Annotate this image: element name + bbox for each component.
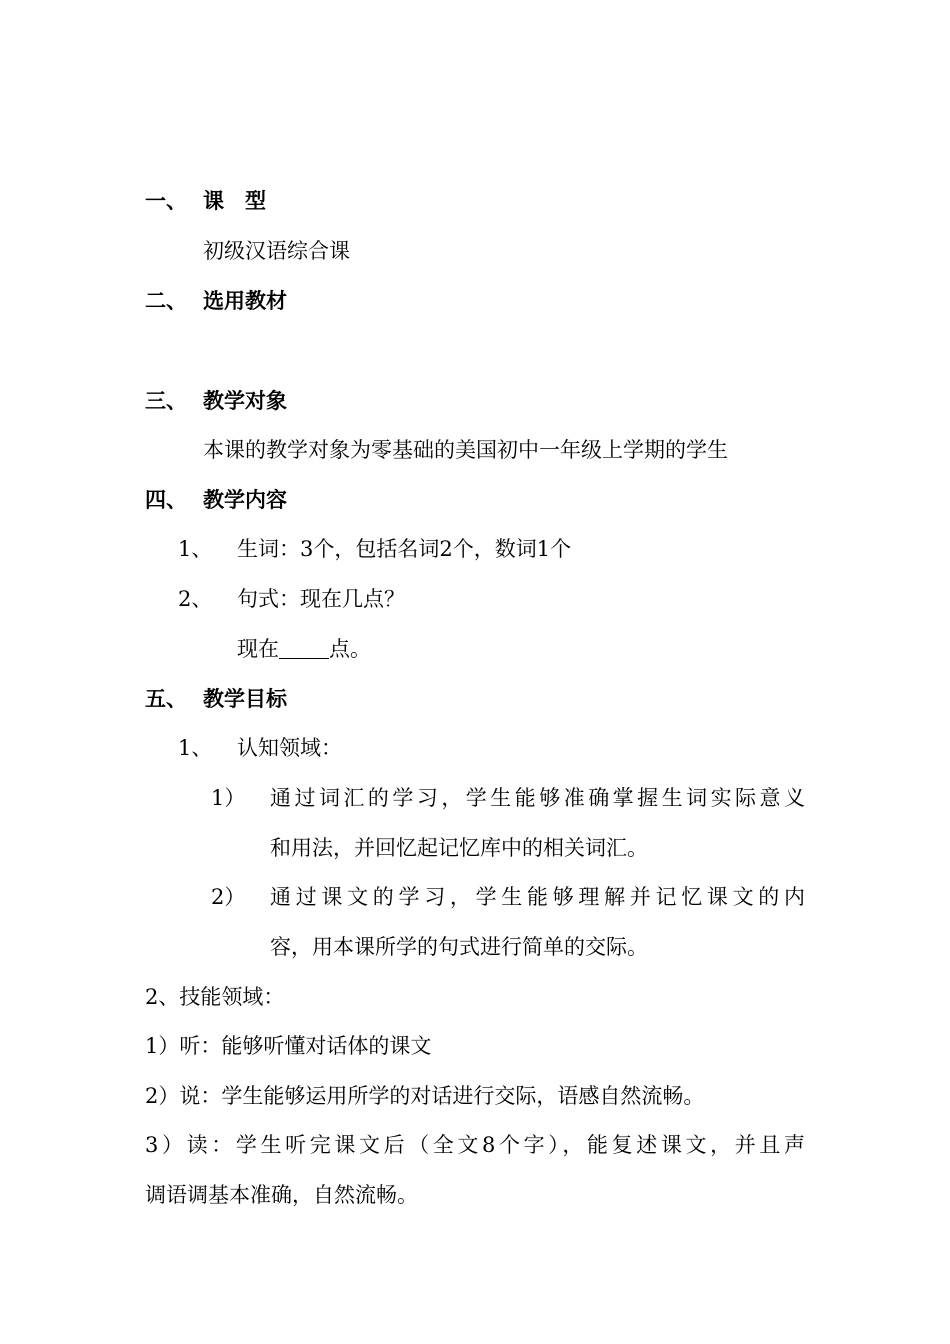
objective-item-1-number: 1、 — [178, 736, 213, 760]
section-5-title: 教学目标 — [203, 686, 287, 711]
sentence-pattern-before: 现在 — [237, 637, 279, 661]
section-3-title: 教学对象 — [203, 388, 287, 413]
section-5-number: 五、 — [145, 686, 187, 711]
section-2-number: 二、 — [145, 288, 187, 313]
content-item-1-text: 生词：3个，包括名词2个，数词1个 — [237, 537, 572, 561]
section-2-title: 选用教材 — [203, 288, 287, 313]
cognitive-sub-2-number: 2） — [211, 885, 246, 909]
section-1-number: 一、 — [145, 188, 187, 213]
content-item-1-number: 1、 — [178, 537, 213, 561]
cognitive-sub-1-number: 1） — [211, 786, 246, 810]
skills-heading: 2、技能领域： — [145, 985, 285, 1009]
content-item-2-text: 句式：现在几点？ — [237, 587, 405, 611]
fill-in-blank — [279, 636, 329, 659]
skill-speaking: 2）说：学生能够运用所学的对话进行交际，语感自然流畅。 — [145, 1084, 705, 1108]
skill-listening: 1）听：能够听懂对话体的课文 — [145, 1034, 432, 1058]
content-item-2-number: 2、 — [178, 587, 213, 611]
sentence-pattern — [237, 634, 371, 664]
cognitive-sub-1-line-1: 通过词汇的学习，学生能够准确掌握生词实际意义 — [270, 786, 805, 810]
cognitive-sub-1-line-2: 和用法，并回忆起记忆库中的相关词汇。 — [270, 836, 648, 860]
skill-reading-line-2: 调语调基本准确，自然流畅。 — [145, 1183, 418, 1207]
cognitive-sub-2-line-1: 通过课文的学习，学生能够理解并记忆课文的内 — [270, 885, 805, 909]
objective-item-1-text: 认知领域： — [237, 736, 342, 760]
cognitive-sub-2-line-2: 容，用本课所学的句式进行简单的交际。 — [270, 935, 648, 959]
skill-reading-line-1: 3）读：学生听完课文后（全文8个字），能复述课文，并且声 — [145, 1133, 805, 1157]
section-4-number: 四、 — [145, 487, 187, 512]
section-4-title: 教学内容 — [203, 487, 287, 512]
section-3-number: 三、 — [145, 388, 187, 413]
sentence-pattern-after: 点。 — [329, 637, 371, 661]
section-3-body: 本课的教学对象为零基础的美国初中一年级上学期的学生 — [203, 438, 728, 462]
section-1-title: 课 型 — [203, 188, 266, 213]
section-1-body: 初级汉语综合课 — [203, 239, 350, 263]
